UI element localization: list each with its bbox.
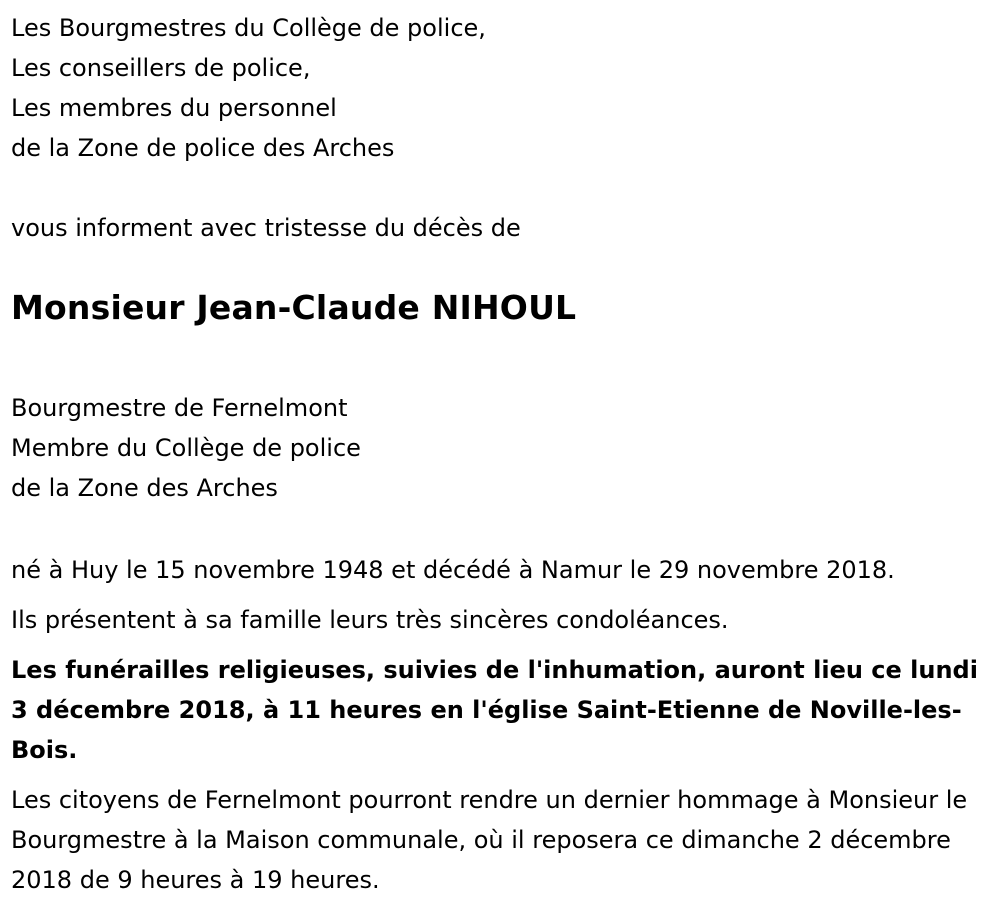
title-line: Membre du Collège de police xyxy=(11,434,361,462)
details-block xyxy=(11,550,993,900)
deceased-name: Monsieur Jean-Claude NIHOUL xyxy=(11,288,577,327)
condolences-text: Ils présentent à sa famille leurs très sincères condoléances. xyxy=(11,606,729,634)
senders-block xyxy=(11,8,993,168)
title-line: Bourgmestre de Fernelmont xyxy=(11,394,348,422)
sender-line: de la Zone de police des Arches xyxy=(11,134,395,162)
sender-line: Les membres du personnel xyxy=(11,94,337,122)
title-line: de la Zone des Arches xyxy=(11,474,278,502)
titles-block xyxy=(11,388,993,508)
sender-line: Les Bourgmestres du Collège de police, xyxy=(11,14,486,42)
birth-death-text: né à Huy le 15 novembre 1948 et décédé à Namur le 29 novembre 2018. xyxy=(11,556,895,584)
sender-line: Les conseillers de police, xyxy=(11,54,311,82)
funeral-text: Les funérailles religieuses, suivies de l'inhumation, auront lieu ce lundi 3 décembre 2018, à 11 heures en l'église Saint-Etienne de Noville-les-Bois. xyxy=(11,656,978,764)
homage-text: Les citoyens de Fernelmont pourront rendre un dernier hommage à Monsieur le Bourgmestre à la Maison communale, où il reposera ce dimanche 2 décembre 2018 de 9 heures à 19 heures. xyxy=(11,786,968,894)
death-notice xyxy=(11,8,993,900)
intro-text: vous informent avec tristesse du décès de xyxy=(11,214,521,242)
